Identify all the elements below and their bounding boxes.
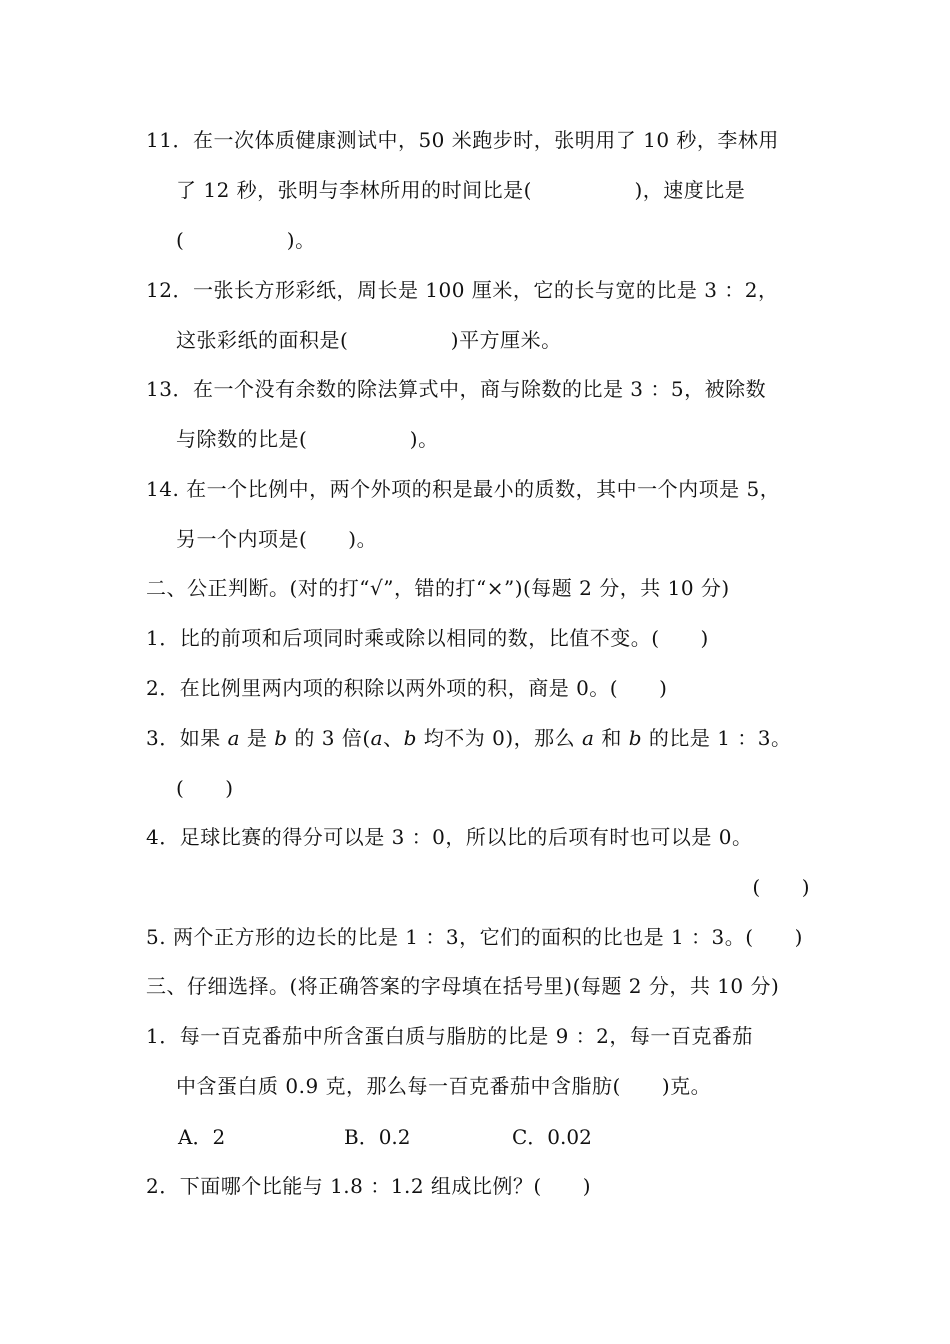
section-2-title: 二、公正判断。(对的打“√”，错的打“×”)(每题 2 分，共 10 分) bbox=[146, 576, 730, 600]
judge-3-var-b: b bbox=[274, 726, 288, 750]
judge-3-answer-paren: ( ) bbox=[176, 776, 234, 800]
choice-1-line-1: 1．每一百克番茄中所含蛋白质与脂肪的比是 9 ：2，每一百克番茄 bbox=[146, 1024, 753, 1048]
judge-3-var-a2: a bbox=[370, 726, 384, 750]
question-11-line-1: 11．在一次体质健康测试中，50 米跑步时，张明用了 10 秒，李林用 bbox=[146, 128, 779, 152]
question-14-line-2: 另一个内项是( )。 bbox=[176, 527, 378, 551]
judge-3-text-f: 和 bbox=[594, 726, 629, 750]
judge-2: 2．在比例里两内项的积除以两外项的积，商是 0。( ) bbox=[146, 676, 668, 700]
question-12-line-1: 12．一张长方形彩纸，周长是 100 厘米，它的长与宽的比是 3 ：2， bbox=[146, 278, 779, 302]
question-11-line-3: ( )。 bbox=[176, 228, 316, 252]
choice-1-option-c: C．0.02 bbox=[512, 1125, 592, 1149]
judge-3-text-c: 的 3 倍( bbox=[287, 726, 371, 750]
judge-3 bbox=[146, 723, 810, 753]
judge-3-var-a: a bbox=[227, 726, 241, 750]
choice-1-option-a: A．2 bbox=[178, 1125, 226, 1149]
judge-3-text-g: 的比是 1 ：3。 bbox=[642, 726, 792, 750]
judge-3-text-b: 是 bbox=[240, 726, 275, 750]
judge-3-var-a3: a bbox=[582, 726, 595, 750]
judge-3-text-a: 3．如果 bbox=[146, 726, 228, 750]
judge-1: 1．比的前项和后项同时乘或除以相同的数，比值不变。( ) bbox=[146, 626, 709, 650]
question-13-line-2: 与除数的比是( )。 bbox=[176, 427, 439, 451]
question-12-line-2: 这张彩纸的面积是( )平方厘米。 bbox=[176, 328, 562, 352]
question-14-line-1: 14. 在一个比例中，两个外项的积是最小的质数，其中一个内项是 5， bbox=[146, 477, 781, 501]
judge-4: 4．足球比赛的得分可以是 3 ：0，所以比的后项有时也可以是 0。 bbox=[146, 825, 753, 849]
judge-3-var-b2: b bbox=[403, 726, 417, 750]
question-11-line-2: 了 12 秒，张明与李林所用的时间比是( )，速度比是 bbox=[176, 178, 746, 202]
choice-2-line-1: 2．下面哪个比能与 1.8 ：1.2 组成比例？( ) bbox=[146, 1174, 592, 1198]
question-13-line-1: 13．在一个没有余数的除法算式中，商与除数的比是 3 ：5，被除数 bbox=[146, 377, 767, 401]
judge-4-answer-paren: ( ) bbox=[752, 875, 810, 899]
judge-5: 5. 两个正方形的边长的比是 1 ：3，它们的面积的比也是 1 ：3。( ) bbox=[146, 925, 803, 949]
judge-3-text-d: 、 bbox=[383, 726, 404, 750]
choice-1-option-b: B．0.2 bbox=[344, 1125, 411, 1149]
section-3-title: 三、仔细选择。(将正确答案的字母填在括号里)(每题 2 分，共 10 分) bbox=[146, 974, 780, 998]
judge-3-var-b3: b bbox=[628, 726, 642, 750]
choice-1-line-2: 中含蛋白质 0.9 克，那么每一百克番茄中含脂肪( )克。 bbox=[176, 1074, 712, 1098]
judge-3-text-e: 均不为 0)，那么 bbox=[416, 726, 583, 750]
